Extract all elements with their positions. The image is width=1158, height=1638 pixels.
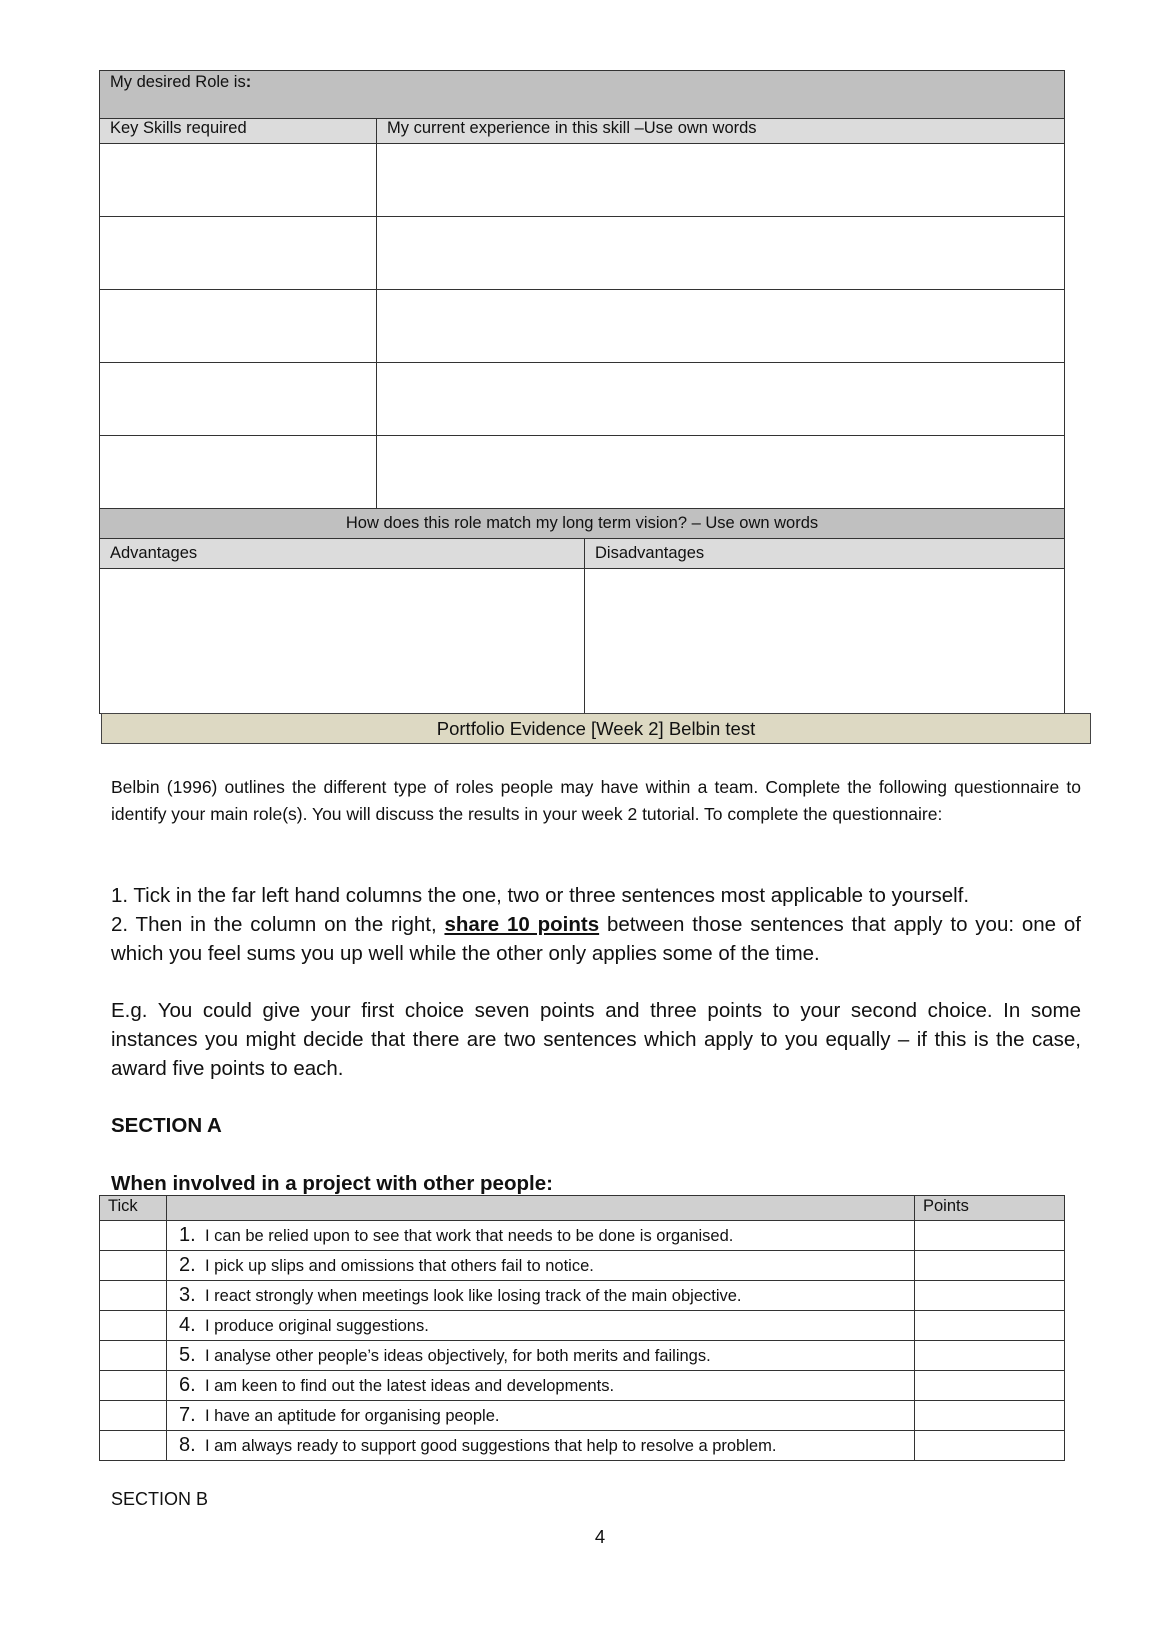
statement-row bbox=[100, 1311, 1065, 1341]
statement-cell bbox=[167, 1311, 915, 1341]
statement-number: 3. bbox=[179, 1284, 196, 1306]
desired-role-label: My desired Role is bbox=[110, 73, 246, 91]
points-header: Points bbox=[915, 1196, 1065, 1221]
skill-cell[interactable] bbox=[100, 217, 377, 290]
section-a-heading: SECTION A bbox=[111, 1114, 222, 1137]
skill-cell[interactable] bbox=[100, 144, 377, 217]
step2-text-rest: between those sentences that apply to you: one of which you feel sums you up well while the other only applies some of the time. bbox=[111, 913, 1081, 965]
statement-text: I analyse other people’s ideas objectively, for both merits and failings. bbox=[205, 1347, 711, 1365]
section-b-heading: SECTION B bbox=[111, 1489, 209, 1509]
desired-role-cell[interactable] bbox=[100, 71, 1065, 119]
statement-header bbox=[167, 1196, 915, 1221]
points-cell[interactable] bbox=[915, 1431, 1065, 1461]
statement-text: I react strongly when meetings look like losing track of the main objective. bbox=[205, 1287, 742, 1305]
tick-cell[interactable] bbox=[100, 1431, 167, 1461]
statement-cell bbox=[167, 1281, 915, 1311]
questionnaire-table bbox=[99, 1195, 1065, 1461]
disadvantages-cell[interactable] bbox=[585, 569, 1065, 714]
statement-number: 4. bbox=[179, 1314, 196, 1336]
tick-header: Tick bbox=[100, 1196, 167, 1221]
portfolio-banner: Portfolio Evidence [Week 2] Belbin test bbox=[101, 713, 1091, 744]
statement-row bbox=[100, 1221, 1065, 1251]
example-paragraph: E.g. You could give your first choice seven points and three points to your second choice. In some instances you might decide that there are two sentences which apply to you equally – if this is the case, award five points to each. bbox=[111, 999, 1081, 1080]
tick-cell[interactable] bbox=[100, 1311, 167, 1341]
statement-number: 8. bbox=[179, 1434, 196, 1456]
points-cell[interactable] bbox=[915, 1281, 1065, 1311]
tick-cell[interactable] bbox=[100, 1371, 167, 1401]
tick-cell[interactable] bbox=[100, 1401, 167, 1431]
statement-row bbox=[100, 1401, 1065, 1431]
points-cell[interactable] bbox=[915, 1251, 1065, 1281]
advantages-cell[interactable] bbox=[100, 569, 585, 714]
statement-number: 1. bbox=[179, 1224, 196, 1246]
statement-cell bbox=[167, 1251, 915, 1281]
experience-cell[interactable] bbox=[377, 290, 1065, 363]
statement-number: 5. bbox=[179, 1344, 196, 1366]
statement-row bbox=[100, 1251, 1065, 1281]
skill-cell[interactable] bbox=[100, 363, 377, 436]
experience-cell[interactable] bbox=[377, 436, 1065, 509]
tick-cell[interactable] bbox=[100, 1281, 167, 1311]
statement-text: I produce original suggestions. bbox=[205, 1317, 429, 1335]
tick-cell[interactable] bbox=[100, 1251, 167, 1281]
experience-header: My current experience in this skill –Use own words bbox=[377, 119, 1065, 144]
statement-text: I am keen to find out the latest ideas and developments. bbox=[205, 1377, 615, 1395]
points-cell[interactable] bbox=[915, 1311, 1065, 1341]
tick-cell[interactable] bbox=[100, 1221, 167, 1251]
statement-cell bbox=[167, 1401, 915, 1431]
vision-header: How does this role match my long term vision? – Use own words bbox=[100, 509, 1065, 539]
statement-text: I am always ready to support good suggestions that help to resolve a problem. bbox=[205, 1437, 777, 1455]
skill-cell[interactable] bbox=[100, 290, 377, 363]
statement-cell bbox=[167, 1341, 915, 1371]
points-cell[interactable] bbox=[915, 1341, 1065, 1371]
points-cell[interactable] bbox=[915, 1221, 1065, 1251]
statement-cell bbox=[167, 1371, 915, 1401]
statement-number: 6. bbox=[179, 1374, 196, 1396]
points-cell[interactable] bbox=[915, 1401, 1065, 1431]
intro-paragraph: Belbin (1996) outlines the different type of roles people may have within a team. Complete the following questionnaire to identify your main role(s). You will discuss the results in your week 2 tutorial. To complete the questionnaire: bbox=[111, 777, 1081, 824]
role-table bbox=[99, 70, 1065, 714]
skill-cell[interactable] bbox=[100, 436, 377, 509]
statement-number: 7. bbox=[179, 1404, 196, 1426]
advantages-header: Advantages bbox=[100, 539, 585, 569]
share-points-emphasis: share 10 points bbox=[444, 913, 600, 936]
experience-cell[interactable] bbox=[377, 217, 1065, 290]
instruction-step-1: 1. Tick in the far left hand columns the one, two or three sentences most applicable to yourself. bbox=[111, 884, 970, 907]
instruction-step-2 bbox=[111, 910, 1081, 968]
points-cell[interactable] bbox=[915, 1371, 1065, 1401]
key-skills-header: Key Skills required bbox=[100, 119, 377, 144]
instructions bbox=[111, 881, 1081, 968]
page-number: 4 bbox=[594, 1526, 606, 1547]
step2-text: 2. Then in the column on the right, bbox=[111, 913, 445, 936]
statement-text: I have an aptitude for organising people. bbox=[205, 1407, 500, 1425]
statement-row bbox=[100, 1431, 1065, 1461]
statement-row bbox=[100, 1341, 1065, 1371]
disadvantages-header: Disadvantages bbox=[585, 539, 1065, 569]
desired-role-colon: : bbox=[245, 73, 252, 91]
statement-cell bbox=[167, 1221, 915, 1251]
tick-cell[interactable] bbox=[100, 1341, 167, 1371]
statement-row bbox=[100, 1371, 1065, 1401]
statement-text: I pick up slips and omissions that others fail to notice. bbox=[205, 1257, 594, 1275]
statement-cell bbox=[167, 1431, 915, 1461]
statement-number: 2. bbox=[179, 1254, 196, 1276]
experience-cell[interactable] bbox=[377, 363, 1065, 436]
statement-row bbox=[100, 1281, 1065, 1311]
section-a-subheading: When involved in a project with other people: bbox=[111, 1172, 553, 1195]
statement-text: I can be relied upon to see that work that needs to be done is organised. bbox=[205, 1227, 734, 1245]
experience-cell[interactable] bbox=[377, 144, 1065, 217]
